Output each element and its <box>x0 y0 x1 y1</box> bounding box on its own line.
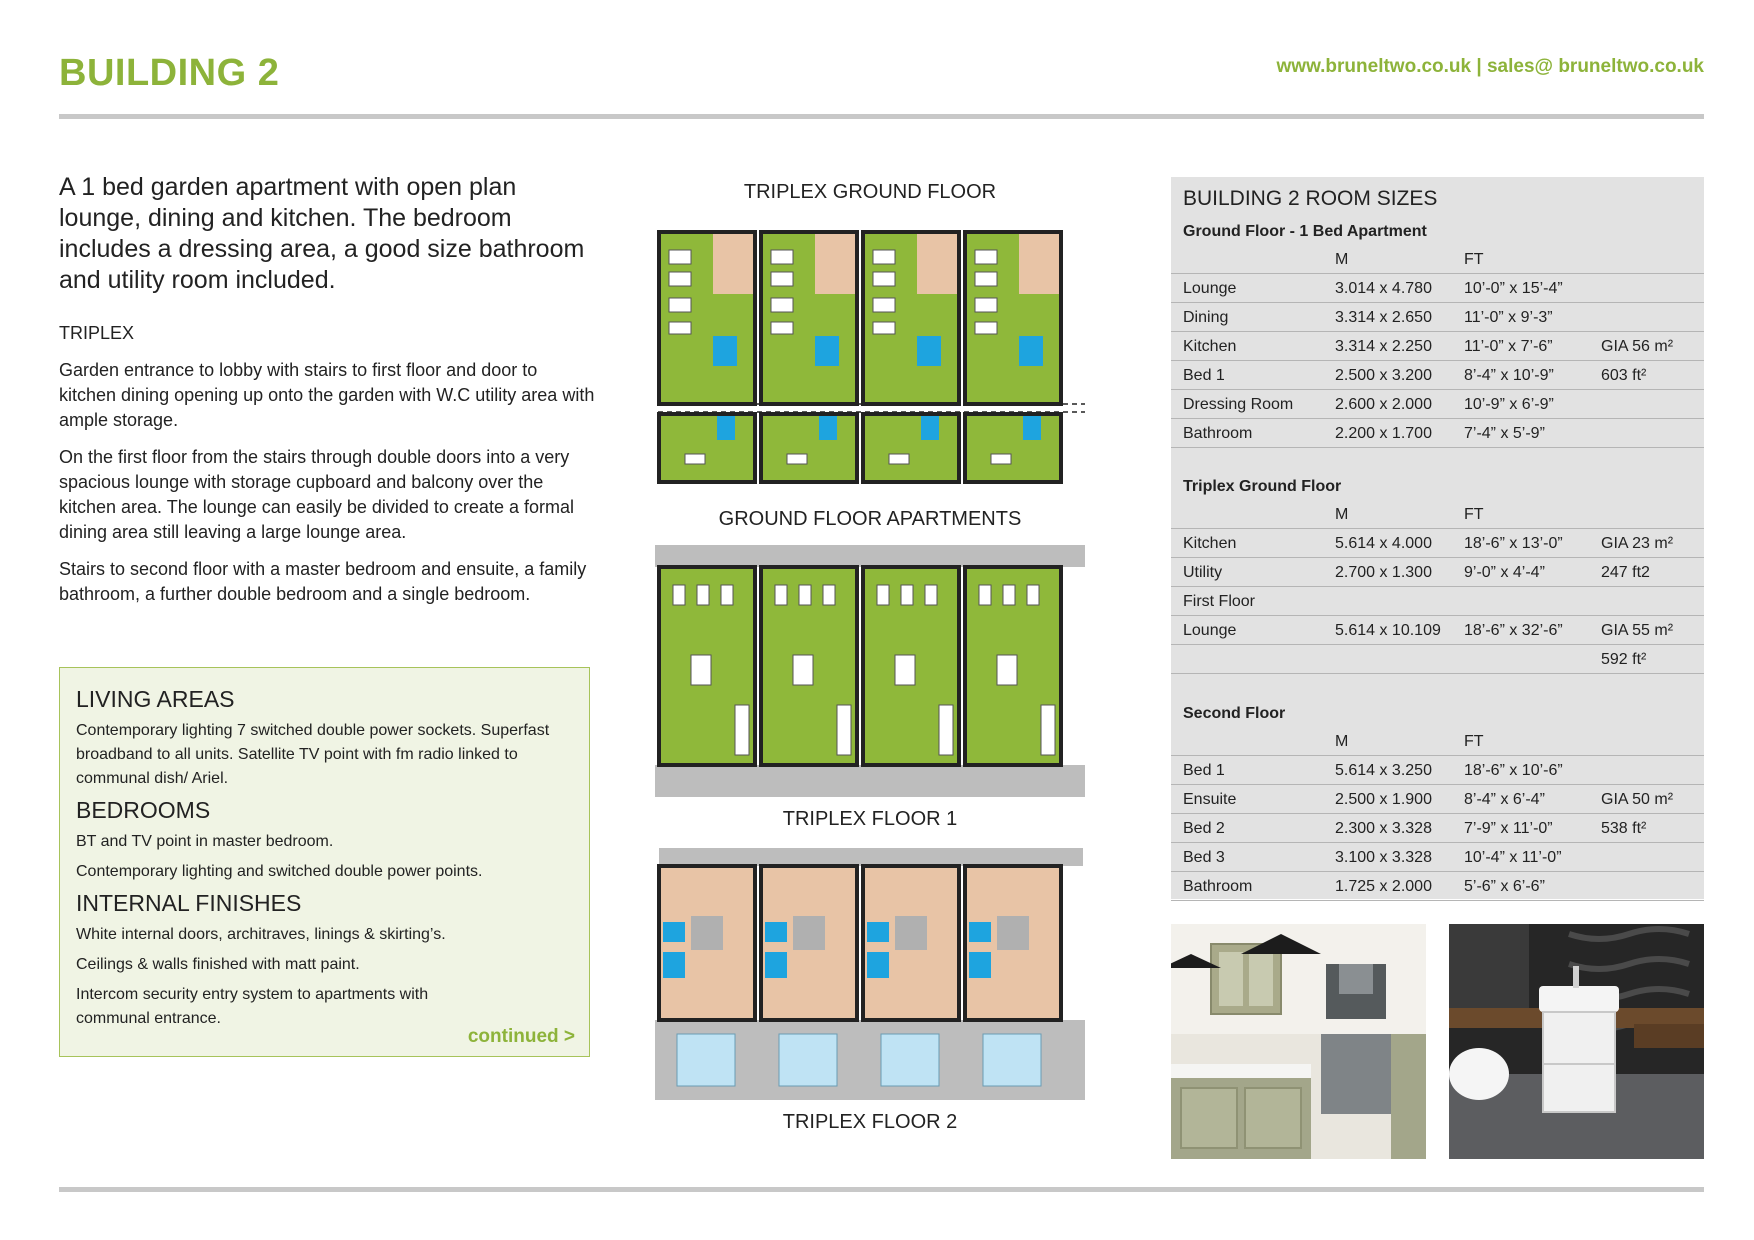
finishes-item: White internal doors, architraves, linings & skirting’s. <box>76 926 446 943</box>
triplex-floor-1-label: TRIPLEX FLOOR 1 <box>782 808 958 830</box>
internal-finishes-heading: INTERNAL FINISHES <box>76 890 302 916</box>
bedrooms-item: Contemporary lighting and switched double power points. <box>76 863 483 880</box>
table-row: Bed 1 2.500 x 3.200 8’-4” x 10’-9” 603 ft² <box>1171 361 1704 390</box>
table-row: Ensuite 2.500 x 1.900 8’-4” x 6’-4” GIA 50 m² <box>1171 785 1704 814</box>
section-heading: Ground Floor - 1 Bed Apartment <box>1183 223 1427 240</box>
page-title: BUILDING 2 <box>59 52 280 94</box>
room-sizes-title: BUILDING 2 ROOM SIZES <box>1183 187 1438 210</box>
table-row: Bathroom 1.725 x 2.000 5’-6” x 6’-6” <box>1171 872 1704 901</box>
table-row: Bed 1 5.614 x 3.250 18’-6” x 10’-6” <box>1171 756 1704 785</box>
triplex-floor-2-label: TRIPLEX FLOOR 2 <box>782 1111 958 1133</box>
table-row: Lounge 3.014 x 4.780 10’-0” x 15’-4” <box>1171 274 1704 303</box>
triplex-paragraph: Stairs to second floor with a master bedroom and ensuite, a family bathroom, a further double bedroom and a single bedroom. <box>59 559 587 604</box>
intro-text: A 1 bed garden apartment with open plan lounge, dining and kitchen. The bedroom includes a dressing area, a good size bathroom and utility room included. <box>59 173 585 294</box>
triplex-floor-2-plan <box>655 848 1085 1100</box>
living-areas-heading: LIVING AREAS <box>76 686 235 712</box>
table-row: Bed 3 3.100 x 3.328 10’-4” x 11’-0” <box>1171 843 1704 872</box>
triplex-ground-floor-label: TRIPLEX GROUND FLOOR <box>743 181 997 203</box>
section-heading: Triplex Ground Floor <box>1183 478 1342 495</box>
table-row: 592 ft² <box>1171 645 1704 674</box>
table-row: Bed 2 2.300 x 3.328 7’-9” x 11’-0” 538 ft² <box>1171 814 1704 843</box>
table-row: Kitchen 5.614 x 4.000 18’-6” x 13’-0” GIA 23 m² <box>1171 529 1704 558</box>
table-row: Bathroom 2.200 x 1.700 7’-4” x 5’-9” <box>1171 419 1704 448</box>
table-row: Dining 3.314 x 2.650 11’-0” x 9’-3” <box>1171 303 1704 332</box>
bathroom-photo <box>1449 924 1704 1159</box>
footer-divider <box>59 1187 1704 1192</box>
column-header-row: M FT <box>1171 245 1704 274</box>
column-header-row: M FT <box>1171 727 1704 756</box>
section-heading: Second Floor <box>1183 705 1286 722</box>
table-row: Utility 2.700 x 1.300 9’-0” x 4’-4” 247 ft2 <box>1171 558 1704 587</box>
bedrooms-heading: BEDROOMS <box>76 797 211 823</box>
living-areas-text: Contemporary lighting 7 switched double power sockets. Superfast broadband to all units. Satellite TV point with fm radio linked to communal dish/ Ariel. <box>76 722 550 787</box>
column-header-row: M FT <box>1171 500 1704 529</box>
continued-link[interactable]: continued > <box>467 1026 575 1047</box>
table-row: First Floor <box>1171 587 1704 616</box>
kitchen-photo <box>1171 924 1426 1159</box>
finishes-item: Ceilings & walls finished with matt paint. <box>76 956 360 973</box>
contact-links[interactable]: www.bruneltwo.co.uk | sales@ bruneltwo.co.uk <box>1276 56 1704 77</box>
bedrooms-item: BT and TV point in master bedroom. <box>76 833 334 850</box>
ground-floor-apartments-label: GROUND FLOOR APARTMENTS <box>718 508 1022 530</box>
header-divider <box>59 114 1704 119</box>
table-row: Lounge 5.614 x 10.109 18’-6” x 32’-6” GIA 55 m² <box>1171 616 1704 645</box>
triplex-floor-1-plan <box>655 545 1085 797</box>
specification-box <box>59 667 590 1057</box>
table-row: Kitchen 3.314 x 2.250 11’-0” x 7’-6” GIA 56 m² <box>1171 332 1704 361</box>
triplex-paragraph: On the first floor from the stairs through double doors into a very spacious lounge with storage cupboard and balcony over the kitchen area. The lounge can easily be divided to create a formal dining area still leaving a large lounge area. <box>59 447 574 542</box>
room-sizes-panel <box>1171 177 1704 899</box>
finishes-item: Intercom security entry system to apartments with communal entrance. <box>76 986 429 1027</box>
table-row: Dressing Room 2.600 x 2.000 10’-9” x 6’-9” <box>1171 390 1704 419</box>
triplex-paragraph: Garden entrance to lobby with stairs to first floor and door to kitchen dining opening up onto the garden with W.C utility area with ample storage. <box>59 360 595 430</box>
ground-floor-plan <box>655 226 1085 488</box>
triplex-heading: TRIPLEX <box>59 323 135 343</box>
